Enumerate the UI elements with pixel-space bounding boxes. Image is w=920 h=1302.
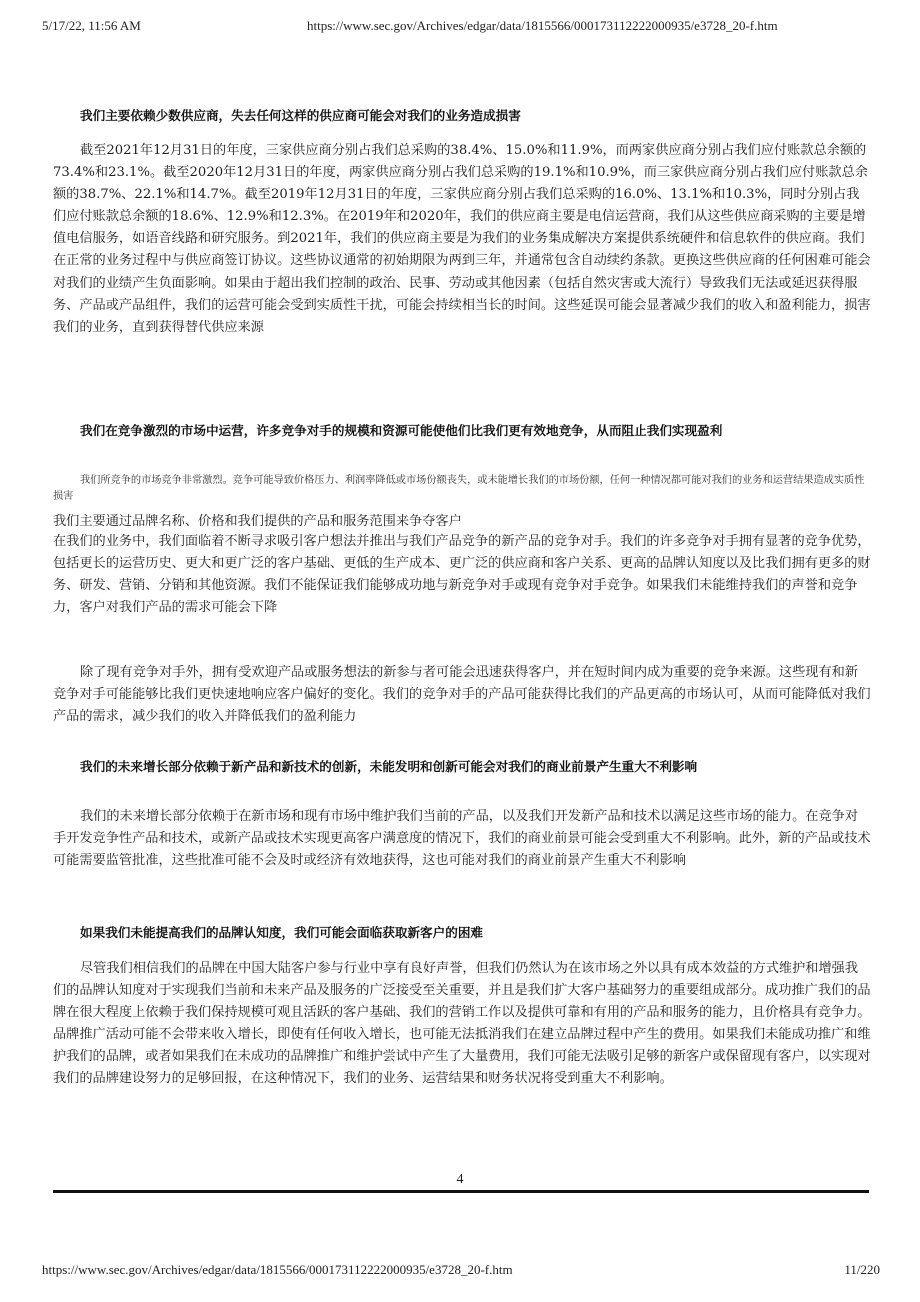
paragraph-competitors: 在我们的业务中，我们面临着不断寻求吸引客户想法并推出与我们产品竞争的新产品的竞争对手。我们的许多竞争对手拥有显著的竞争优势，包括更长的运营历史、更大和更广泛的客户基础、更低的生产成本、更广泛的供应商和客户关系、更高的品牌认知度以及比我们拥有更多的财务、研发、营销、分销和其他资源。我们不能保证我们能够成功地与新竞争对手或现有竞争对手竞争。如果我们未能维持我们的声誉和竞争力，客户对我们产品的需求可能会下降 bbox=[53, 534, 871, 616]
print-page-count: 11/220 bbox=[844, 1262, 880, 1277]
paragraph-innovation: 我们的未来增长部分依赖于在新市场和现有市场中维护我们当前的产品，以及我们开发新产品和技术以满足这些市场的能力。在竞争对手开发竞争性产品和技术，或新产品或技术实现更高客户满意度的情况下，我们的商业前景可能会受到重大不利影响。此外，新的产品或技术可能需要监管批准，这些批准可能不会及时或经济有效地获得，这也可能对我们的商业前景产生重大不利影响 bbox=[53, 809, 871, 869]
paragraph-suppliers: 截至2021年12月31日的年度，三家供应商分别占我们总采购的38.4%、15.0%和11.9%，而两家供应商分别占我们应付账款总余额的73.4%和23.1%。截至2020年12月31日的年度，两家供应商分别占我们总采购的19.1%和10.9%，而三家供应商分别占我们应付账款总余额的38.7%、22.1%和14.7%。截至2019年12月31日的年度，三家供应商分别占我们总采购的16.0%、13.1%和10.3%，同时分别占我们应付账款总余额的18.6%、12.9%和12.3%。在2019年和2020年，我们的供应商主要是电信运营商，我们从这些供应商采购的主要是增值电信服务，如语音线路和研究服务。到2021年，我们的供应商主要是为我们的业务集成解决方案提供系统硬件和信息软件的供应商。我们在正常的业务过程中与供应商签订协议。这些协议通常的初始期限为两到三年，并通常包含自动续约条款。更换这些供应商的任何困难可能会对我们的业绩产生负面影响。如果由于超出我们控制的政治、民事、劳动或其他因素（包括自然灾害或大流行）导致我们无法或延迟获得服务、产品或产品组件，我们的运营可能会受到实质性干扰，可能会持续相当长的时间。这些延误可能会显著减少我们的收入和盈利能力，损害我们的业务，直到获得替代供应来源 bbox=[53, 143, 871, 335]
paragraph-brand: 尽管我们相信我们的品牌在中国大陆客户参与行业中享有良好声誉，但我们仍然认为在该市场之外以具有成本效益的方式维护和增强我们的品牌认知度对于实现我们当前和未来产品及服务的广泛接受至关重要，并且是我们扩大客户基础努力的重要组成部分。成功推广我们的品牌在很大程度上依赖于我们保持规模可观且活跃的客户基础、我们的营销工作以及提供可靠和有用的产品和服务的能力，且价格具有竞争力。品牌推广活动可能不会带来收入增长，即使有任何收入增长，也可能无法抵消我们在建立品牌过程中产生的费用。如果我们未能成功推广和维护我们的品牌，或者如果我们在未成功的品牌推广和维护尝试中产生了大量费用，我们可能无法吸引足够的新客户或保留现有客户，以实现对我们的品牌建设努力的足够回报，在这种情况下，我们的业务、运营结果和财务状况将受到重大不利影响。 bbox=[53, 961, 871, 1087]
paragraph-new-entrants: 除了现有竞争对手外，拥有受欢迎产品或服务想法的新参与者可能会迅速获得客户，并在短时间内成为重要的竞争来源。这些现有和新竞争对手可能能够比我们更快速地响应客户偏好的变化。我们的竞争对手的产品可能获得比我们的产品更高的市场认可，从而可能降低对我们产品的需求，减少我们的收入并降低我们的盈利能力 bbox=[53, 665, 871, 725]
paragraph-competition-intro: 我们所竞争的市场竞争非常激烈。竞争可能导致价格压力、利润率降低或市场份额丧失，或未能增长我们的市场份额，任何一种情况都可能对我们的业务和运营结果造成实质性损害 bbox=[53, 475, 865, 502]
page-divider bbox=[53, 1190, 869, 1193]
print-url-footer: https://www.sec.gov/Archives/edgar/data/1815566/000173112222000935/e3728_20-f.htm bbox=[42, 1262, 513, 1277]
heading-innovation: 我们的未来增长部分依赖于新产品和新技术的创新，未能发明和创新可能会对我们的商业前景产生重大不利影响 bbox=[80, 759, 698, 774]
heading-suppliers: 我们主要依赖少数供应商，失去任何这样的供应商可能会对我们的业务造成损害 bbox=[80, 108, 521, 123]
print-timestamp: 5/17/22, 11:56 AM bbox=[42, 18, 141, 33]
paragraph-compete-brand: 我们主要通过品牌名称、价格和我们提供的产品和服务范围来争夺客户 bbox=[53, 514, 462, 529]
heading-competition: 我们在竞争激烈的市场中运营，许多竞争对手的规模和资源可能使他们比我们更有效地竞争，从而阻止我们实现盈利 bbox=[80, 423, 723, 438]
print-url-header: https://www.sec.gov/Archives/edgar/data/1815566/000173112222000935/e3728_20-f.htm bbox=[307, 18, 778, 33]
heading-brand: 如果我们未能提高我们的品牌认知度，我们可能会面临获取新客户的困难 bbox=[80, 925, 483, 940]
page-number: 4 bbox=[456, 1172, 464, 1187]
